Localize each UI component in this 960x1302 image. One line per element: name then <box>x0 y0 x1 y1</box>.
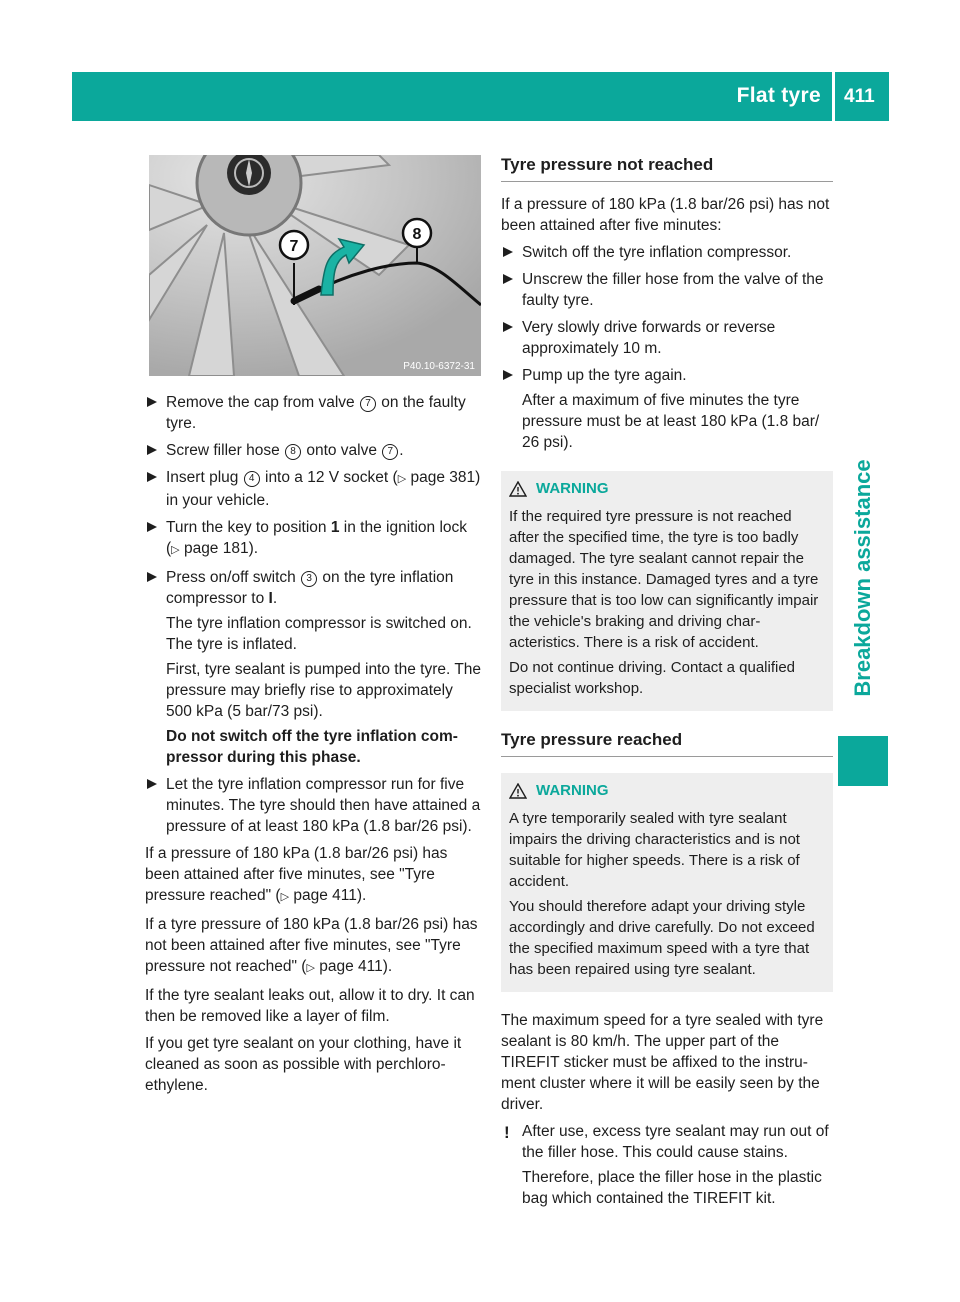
exclamation-icon: ! <box>504 1123 510 1142</box>
side-tab-label <box>840 448 886 708</box>
bullet-arrow-icon <box>147 572 157 582</box>
callout-number: 4 <box>244 471 260 487</box>
bullet-arrow-icon <box>503 322 513 332</box>
paragraph: If the tyre sealant leaks out, allow it to dry. It can then be removed like a layer of film. <box>145 987 475 1025</box>
page-reference-link[interactable]: page 381) in your vehicle. <box>166 469 481 509</box>
side-tab-marker <box>838 736 888 786</box>
svg-text:8: 8 <box>412 226 422 243</box>
instruction-step: Screw filler hose 8 onto valve 7 . <box>145 440 483 461</box>
page-reference-icon: ▷ <box>280 891 290 903</box>
page-reference-icon: ▷ <box>171 544 180 556</box>
left-column <box>145 392 483 1102</box>
paragraph: If you get tyre sealant on your clothing, have it cleaned as soon as possible with perchloroethylene. <box>145 1035 462 1094</box>
instruction-step: Turn the key to position 1 in the ignition lock (▷ page 181). <box>145 517 483 561</box>
bullet-arrow-icon <box>147 779 157 789</box>
instruction-step: Pump up the tyre again. After a maximum of five minutes the tyre pressure must be at least 180 kPa (1.8 bar/ 26 psi). <box>501 365 833 453</box>
right-column <box>501 148 833 1215</box>
instruction-step: Switch off the tyre inflation compressor. <box>501 242 833 263</box>
header-divider <box>832 72 835 121</box>
paragraph: If a pressure of 180 kPa (1.8 bar/26 psi) has not been attained after five minutes: <box>501 196 830 234</box>
instruction-step: Very slowly drive forwards or reverse approximately 10 m. <box>501 317 833 359</box>
page-reference-icon: ▷ <box>397 473 407 485</box>
section-heading: Tyre pressure reached <box>501 729 833 757</box>
instruction-step: Press on/off switch 3 on the tyre inflation compressor to I. The tyre inflation compressor is switched on. The tyre is inflated. First, tyre sealant is pumped into the tyre. The pressure may briefly rise to approximately 500 kPa (5 bar/73 psi). Do not switch off the tyre inflation compressor during this phase. <box>145 567 483 768</box>
warning-title: WARNING <box>509 780 825 801</box>
bullet-arrow-icon <box>503 247 513 257</box>
bullet-arrow-icon <box>503 370 513 380</box>
page-reference-icon: ▷ <box>306 962 315 974</box>
note-block: ! After use, excess tyre sealant may run out of the filler hose. This could cause stains. Therefore, place the filler hose in the plastic bag which contained the TIREFIT kit. <box>504 1123 829 1207</box>
warning-title: WARNING <box>509 478 825 499</box>
paragraph: If a tyre pressure of 180 kPa (1.8 bar/26 psi) has not been attained after five minutes, see "Tyre pressure not reached" (▷ page 411). <box>145 916 478 975</box>
side-tab-text: Breakdown assistance <box>850 459 875 697</box>
page-number: 411 <box>844 86 875 107</box>
page-reference-link[interactable]: page 411). <box>289 887 367 904</box>
figure-code: P40.10-6372-31 <box>403 361 475 372</box>
instruction-step: Let the tyre inflation compressor run for five minutes. The tyre should then have attained a pressure of at least 180 kPa (1.8 bar/26 psi). <box>145 774 483 837</box>
instruction-step: Unscrew the filler hose from the valve of the faulty tyre. <box>501 269 833 311</box>
callout-number: 3 <box>301 571 317 587</box>
wheel-valve-hose-image <box>149 155 481 376</box>
page-reference-link[interactable]: page 181). <box>179 540 259 557</box>
bullet-arrow-icon <box>147 397 157 407</box>
warning-triangle-icon <box>509 783 527 799</box>
svg-text:7: 7 <box>289 238 299 255</box>
header-title: Flat tyre <box>736 84 821 107</box>
warning-triangle-icon <box>509 481 527 497</box>
warning-box: WARNING A tyre temporarily sealed with tyre sealant impairs the driving characteristics and is not suitable for higher speeds. There is a risk of accident. You should therefore adapt your driving style accordingly and drive carefully. Do not exceed the specified maximum speed with a tyre that has been repaired using tyre sealant. <box>501 773 833 992</box>
callout-number: 7 <box>360 396 376 412</box>
section-heading: Tyre pressure not reached <box>501 154 833 182</box>
bullet-arrow-icon <box>147 472 157 482</box>
bullet-arrow-icon <box>147 445 157 455</box>
callout-number: 8 <box>285 444 301 460</box>
callout-number: 7 <box>382 444 398 460</box>
paragraph: The maximum speed for a tyre sealed with tyre sealant is 80 km/h. The upper part of the TIREFIT sticker must be affixed to the instrument cluster where it will be easily seen by the driver. <box>501 1012 824 1113</box>
warning-box: WARNING If the required tyre pressure is not reached after the specified time, the tyre is too badly damaged. The tyre sealant cannot repair the tyre in this instance. Damaged tyres and a tyre pressure that is too low can significantly impair the vehicle's braking and driving characteristics. There is a risk of accident. Do not continue driving. Contact a qualified specialist workshop. <box>501 471 833 711</box>
bullet-arrow-icon <box>147 522 157 532</box>
bullet-arrow-icon <box>503 274 513 284</box>
wheel-illustration <box>149 155 481 376</box>
instruction-step: Remove the cap from valve 7 on the faulty tyre. <box>145 392 483 434</box>
paragraph: If a pressure of 180 kPa (1.8 bar/26 psi) has been attained after five minutes, see "Tyre pressure reached" (▷ page 411). <box>145 845 448 904</box>
instruction-step: Insert plug 4 into a 12 V socket (▷ page 381) in your vehicle. <box>145 467 483 511</box>
page-reference-link[interactable]: page 411). <box>314 958 393 975</box>
page-header <box>72 72 889 121</box>
